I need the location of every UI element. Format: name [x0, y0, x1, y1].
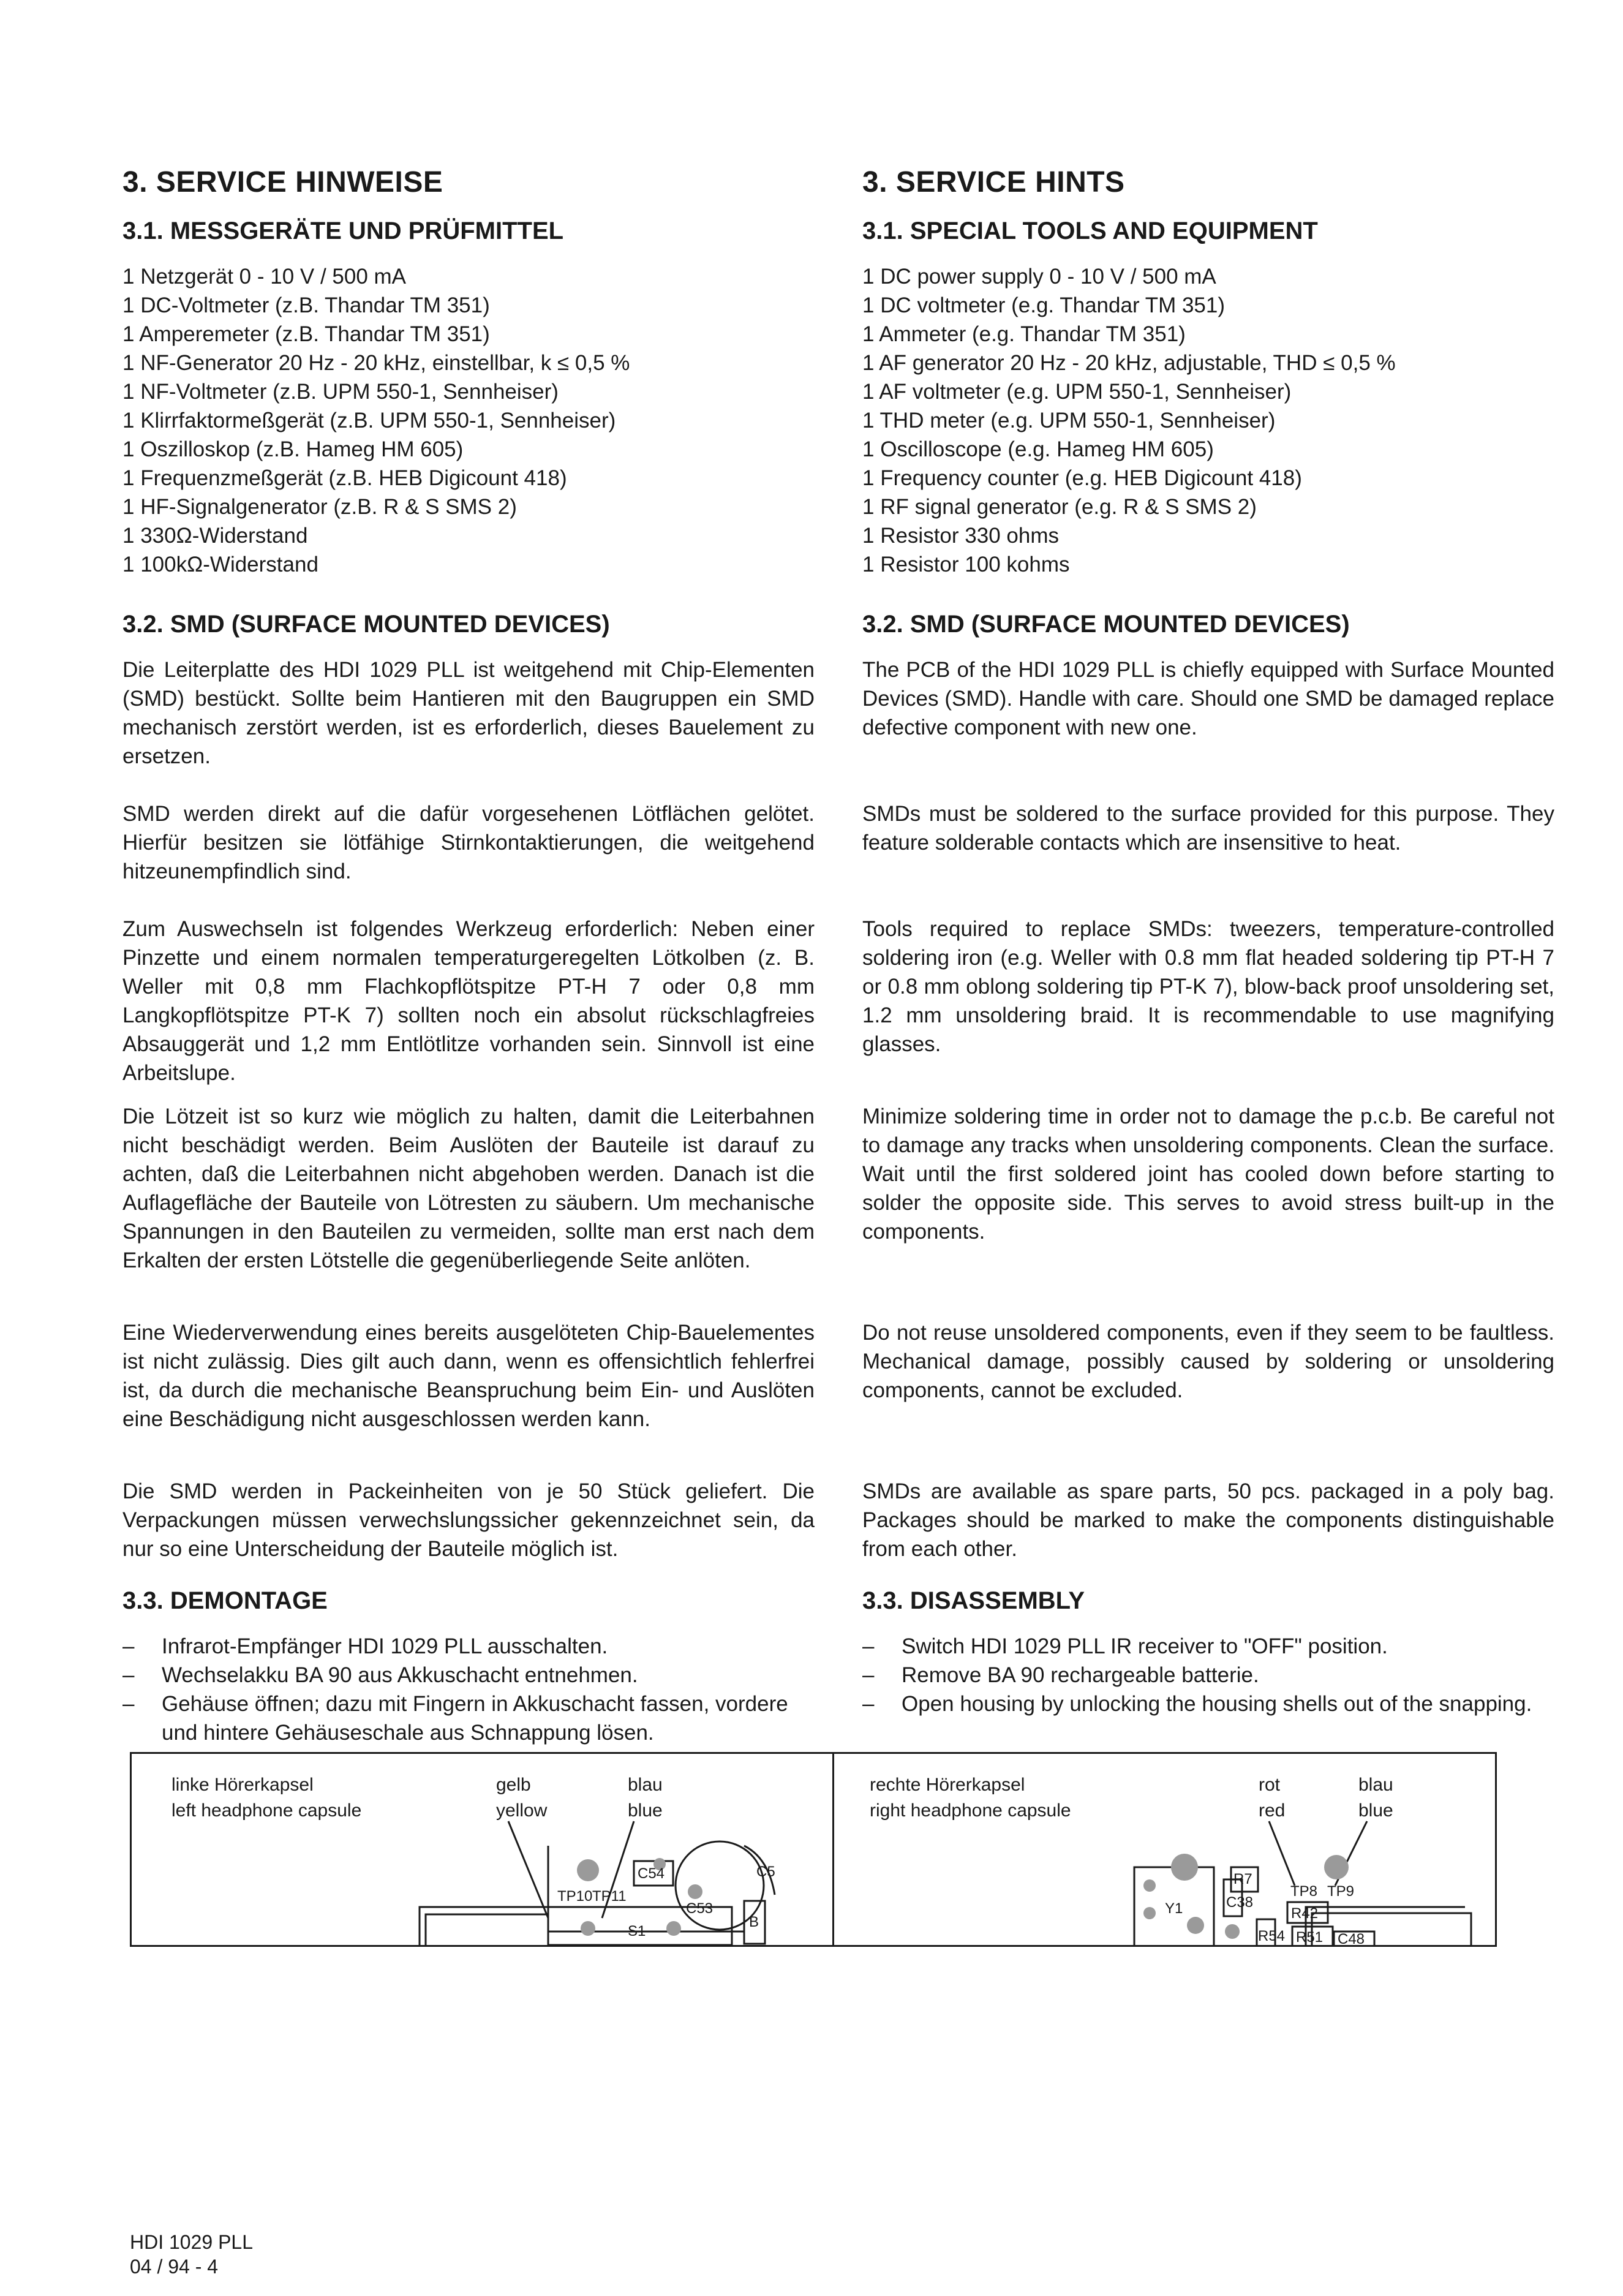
wire-label-de: gelb [496, 1775, 531, 1795]
list-item: 1 Oscilloscope (e.g. Hameg HM 605) [862, 437, 1214, 461]
part-label: C5 [756, 1864, 775, 1880]
solder-pad [1324, 1855, 1349, 1879]
english-paragraph: SMDs are available as spare parts, 50 pcs. packaged in a poly bag. Packages should be marked to make the components distinguishable from each other. [862, 1479, 1554, 1561]
list-item: – Remove BA 90 rechargeable batterie. [862, 1661, 1554, 1690]
list-item: 1 330Ω-Widerstand [122, 524, 308, 548]
wire-line [1269, 1821, 1295, 1886]
part-label: Y1 [1165, 1900, 1183, 1917]
german-title: 3. SERVICE HINWEISE [122, 166, 443, 198]
german-column [122, 165, 815, 1747]
solder-pad [577, 1859, 599, 1881]
wire-label-en: blue [628, 1800, 663, 1821]
part-label: R7 [1233, 1871, 1252, 1887]
list-item: 1 Netzgerät 0 - 10 V / 500 mA [122, 265, 407, 289]
part-label: C54 [638, 1865, 665, 1882]
list-item: 1 Frequenzmeßgerät (z.B. HEB Digicount 418) [122, 466, 567, 490]
english-heading-3-2: 3.2. SMD (SURFACE MOUNTED DEVICES) [862, 611, 1350, 638]
english-heading-3-3: 3.3. DISASSEMBLY [862, 1587, 1085, 1614]
english-disassembly-list [862, 1632, 1554, 1718]
list-item: – Gehäuse öffnen; dazu mit Fingern in Akkuschacht fassen, vordere und hintere Gehäuseschale aus Schnappung lösen. [122, 1690, 815, 1747]
list-item: – Switch HDI 1029 PLL IR receiver to "OFF" position. [862, 1632, 1554, 1661]
list-item: – Open housing by unlocking the housing shells out of the snapping. [862, 1690, 1554, 1718]
list-item: 1 NF-Generator 20 Hz - 20 kHz, einstellbar, k ≤ 0,5 % [122, 351, 630, 375]
list-item: 1 AF generator 20 Hz - 20 kHz, adjustable, THD ≤ 0,5 % [862, 351, 1396, 375]
part-label: S1 [628, 1923, 646, 1939]
list-item: 1 HF-Signalgenerator (z.B. R & S SMS 2) [122, 495, 517, 519]
german-equipment-list [122, 262, 815, 579]
list-item: – Wechselakku BA 90 aus Akkuschacht entnehmen. [122, 1661, 815, 1690]
english-paragraph: Minimize soldering time in order not to damage the p.c.b. Be careful not to damage any tracks when unsoldering components. Clean the surface. Wait until the first soldered joint has cooled down before starting to solder the opposite side. This serves to avoid stress built-up in the components. [862, 1105, 1554, 1244]
part-label: TP8 [1290, 1883, 1318, 1900]
german-paragraph: Die Leiterplatte des HDI 1029 PLL ist weitgehend mit Chip-Elementen (SMD) bestückt. Sollte beim Hantieren mit den Baugruppen ein SMD mechanisch zerstört werden, ist es erforderlich, dieses Bauelement zu ersetzen. [122, 658, 815, 768]
english-paragraph: Do not reuse unsoldered components, even if they seem to be faultless. Mechanical damage, possibly caused by soldering or unsoldering components, cannot be excluded. [862, 1321, 1554, 1402]
left-caption-de: linke Hörerkapsel [171, 1775, 314, 1795]
list-item: 1 Klirrfaktormeßgerät (z.B. UPM 550-1, Sennheiser) [122, 409, 616, 432]
list-item: 1 Resistor 100 kohms [862, 553, 1070, 576]
part-label: R51 [1296, 1929, 1324, 1945]
housing-outline [426, 1914, 548, 1945]
english-column [862, 165, 1554, 1718]
list-item: 1 DC-Voltmeter (z.B. Thandar TM 351) [122, 293, 490, 317]
solder-pad [688, 1884, 702, 1899]
right-pcb-drawing [834, 1754, 1499, 1945]
wire-line [508, 1821, 548, 1918]
part-label: B [749, 1914, 759, 1930]
german-paragraph: Die Lötzeit ist so kurz wie möglich zu halten, damit die Leiterbahnen nicht beschädigt werden. Beim Auslöten der Bauteile ist darauf zu achten, daß die Leiterbahnen nicht abgehoben werden. Danach ist die Auflagefläche der Bauteile von Lötresten zu säubern. Um mechanische Spannungen in den Bauteilen zu vermeiden, sollte man erst nach dem Erkalten der ersten Lötstelle die gegenüberliegende Seite anlöten. [122, 1105, 815, 1272]
german-heading-3-2: 3.2. SMD (SURFACE MOUNTED DEVICES) [122, 611, 610, 638]
part-label: C38 [1226, 1894, 1254, 1911]
list-item: 1 THD meter (e.g. UPM 550-1, Sennheiser) [862, 409, 1276, 432]
solder-pad [581, 1921, 595, 1936]
wire-label-de: blau [1358, 1775, 1393, 1795]
english-heading-3-1: 3.1. SPECIAL TOOLS AND EQUIPMENT [862, 217, 1318, 244]
footer-code: 04 / 94 - 4 [130, 2256, 219, 2278]
part-label: TP9 [1327, 1883, 1355, 1900]
list-item: 1 DC voltmeter (e.g. Thandar TM 351) [862, 293, 1226, 317]
german-paragraph: Die SMD werden in Packeinheiten von je 50 Stück geliefert. Die Verpackungen müssen verwechslungssicher gekennzeichnet sein, da nur so eine Unterscheidung der Bauteile möglich ist. [122, 1479, 815, 1561]
list-item: 1 100kΩ-Widerstand [122, 553, 318, 576]
solder-pad [1187, 1917, 1204, 1934]
housing-outline [1312, 1913, 1471, 1945]
solder-pad [1143, 1879, 1156, 1892]
german-heading-3-1: 3.1. MESSGERÄTE UND PRÜFMITTEL [122, 217, 564, 244]
list-item: 1 Ammeter (e.g. Thandar TM 351) [862, 322, 1186, 346]
german-disassembly-list [122, 1632, 815, 1747]
part-label: R54 [1258, 1928, 1286, 1944]
english-paragraph: Tools required to replace SMDs: tweezers, temperature-controlled soldering iron (e.g. Weller with 0.8 mm flat headed soldering tip PT-H 7 or 0.8 mm oblong soldering tip PT-K 7), blow-back proof unsoldering set, 1.2 mm unsoldering braid. It is recommendable to use magnifying glasses. [862, 917, 1554, 1056]
wire-label-de: rot [1259, 1775, 1281, 1795]
solder-pad [1171, 1854, 1198, 1881]
list-item: 1 Frequency counter (e.g. HEB Digicount 418) [862, 466, 1302, 490]
list-item: 1 Oszilloskop (z.B. Hameg HM 605) [122, 437, 464, 461]
english-title: 3. SERVICE HINTS [862, 166, 1125, 198]
list-item: 1 RF signal generator (e.g. R & S SMS 2) [862, 495, 1257, 519]
list-item: 1 DC power supply 0 - 10 V / 500 mA [862, 265, 1216, 289]
part-label: TP11 [592, 1888, 627, 1905]
list-item: 1 Amperemeter (z.B. Thandar TM 351) [122, 322, 490, 346]
german-heading-3-3: 3.3. DEMONTAGE [122, 1587, 328, 1614]
right-caption-de: rechte Hörerkapsel [870, 1775, 1025, 1795]
wire-label-en: yellow [496, 1800, 548, 1821]
part-label: R42 [1291, 1905, 1319, 1922]
headphone-capsule-figure [130, 1752, 1497, 1947]
part-label: C53 [686, 1900, 714, 1917]
list-item: 1 NF-Voltmeter (z.B. UPM 550-1, Sennheiser) [122, 380, 559, 404]
right-caption-en: right headphone capsule [870, 1800, 1071, 1821]
english-paragraph: SMDs must be soldered to the surface provided for this purpose. They feature solderable contacts which are insensitive to heat. [862, 802, 1554, 855]
housing-outline [420, 1907, 548, 1945]
english-paragraph: The PCB of the HDI 1029 PLL is chiefly equipped with Surface Mounted Devices (SMD). Handle with care. Should one SMD be damaged replace defective component with new one. [862, 658, 1554, 739]
list-item: – Infrarot-Empfänger HDI 1029 PLL ausschalten. [122, 1632, 815, 1661]
wire-label-de: blau [628, 1775, 663, 1795]
footer-model: HDI 1029 PLL [130, 2231, 254, 2253]
part-label: TP10 [557, 1888, 593, 1905]
solder-pad [1143, 1907, 1156, 1919]
left-pcb-drawing [132, 1754, 832, 1945]
part-label: C48 [1338, 1931, 1365, 1945]
solder-pad [1225, 1924, 1240, 1939]
wire-label-en: blue [1358, 1800, 1393, 1821]
german-paragraph: Eine Wiederverwendung eines bereits ausgelöteten Chip-Bauelementes ist nicht zulässig. Dies gilt auch dann, wenn es offensichtlich fehlerfrei ist, da durch die mechanische Beanspruchung beim Ein- und Auslöten eine Beschädigung nicht ausgeschlossen werden kann. [122, 1321, 815, 1431]
page-footer [130, 2230, 253, 2279]
german-paragraph: Zum Auswechseln ist folgendes Werkzeug erforderlich: Neben einer Pinzette und einem normalen temperaturgeregelten Lötkolben (z. B. Weller mit 0,8 mm Flachkopflötspitze PT-H 7 oder 0,8 mm Langkopflötspitze PT-K 7) sollten noch ein absolut rückschlagfreies Absauggerät und 1,2 mm Entlötlitze vorhanden sein. Sinnvoll ist eine Arbeitslupe. [122, 917, 815, 1085]
list-item: 1 Resistor 330 ohms [862, 524, 1059, 548]
left-caption-en: left headphone capsule [171, 1800, 362, 1821]
wire-label-en: red [1259, 1800, 1286, 1821]
list-item: 1 AF voltmeter (e.g. UPM 550-1, Sennheiser) [862, 380, 1292, 404]
english-equipment-list [862, 262, 1554, 579]
solder-pad [666, 1921, 681, 1936]
german-paragraph: SMD werden direkt auf die dafür vorgesehenen Lötflächen gelötet. Hierfür besitzen sie lötfähige Stirnkontaktierungen, die weitgehend hitzeunempfindlich sind. [122, 802, 815, 883]
